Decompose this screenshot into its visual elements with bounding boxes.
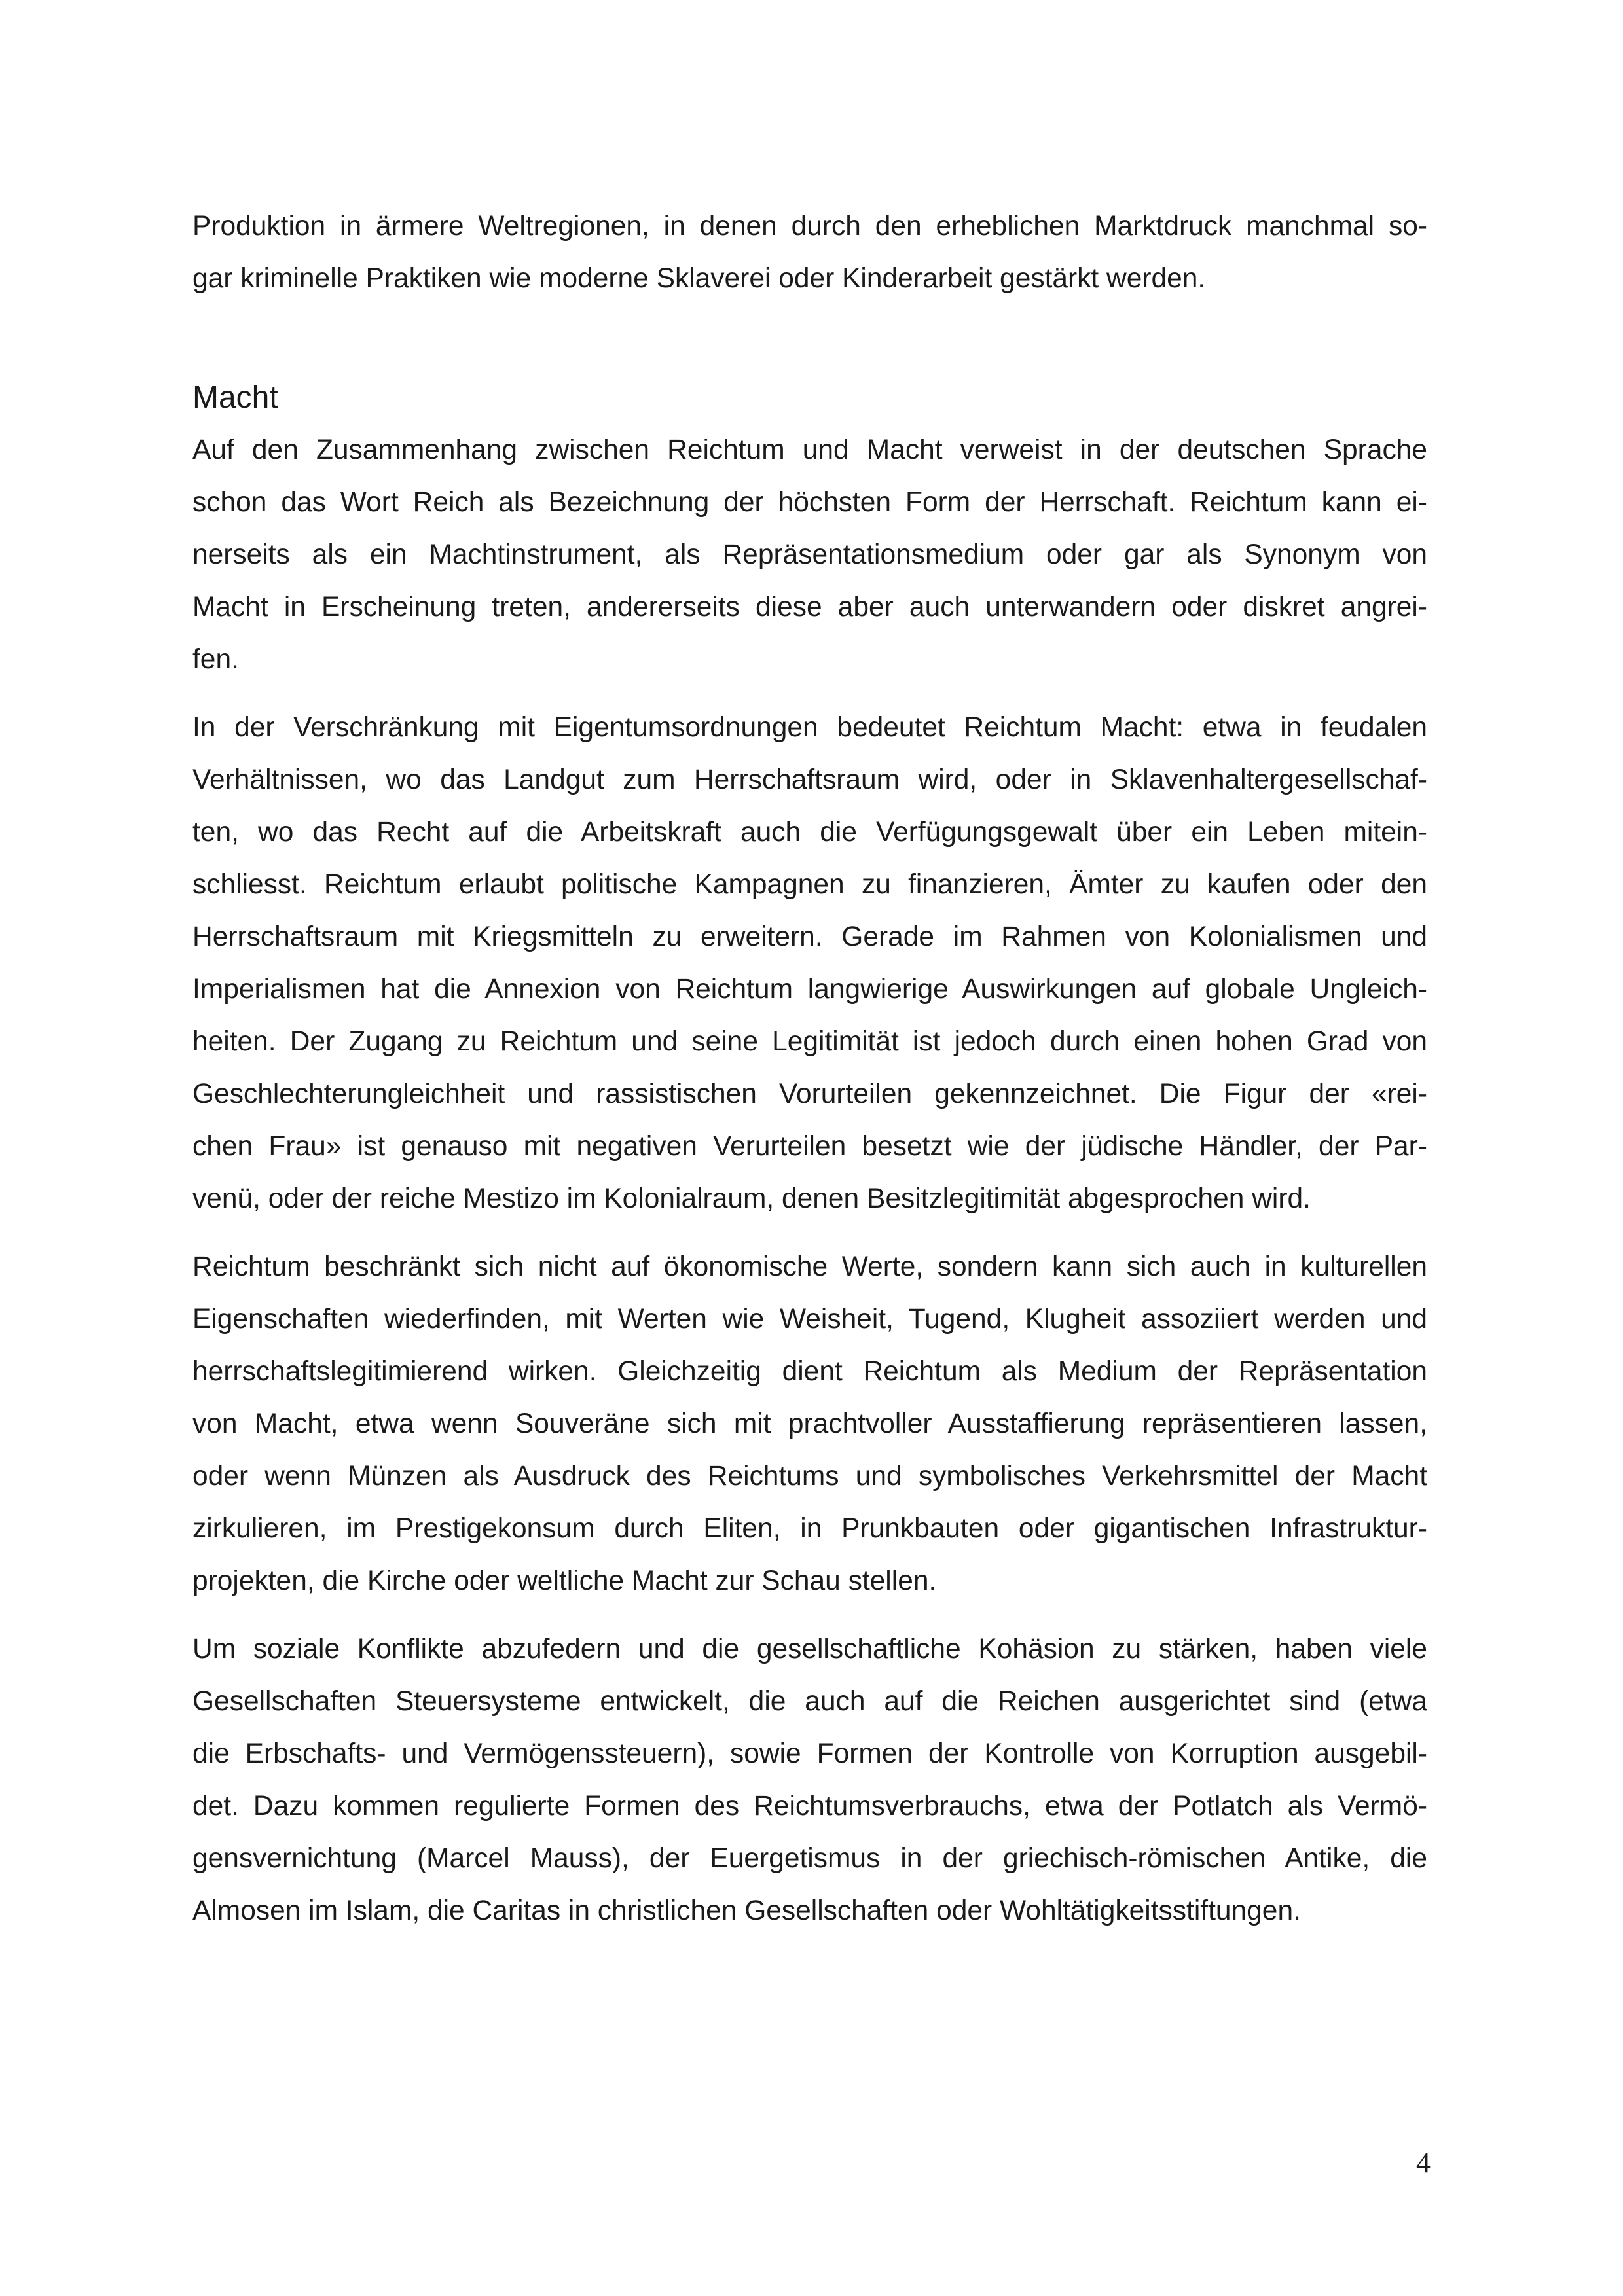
text-line: Eigenschaften wiederfinden, mit Werten wie Weisheit, Tugend, Klugheit assoziiert werden und: [192, 1304, 1427, 1335]
text-line: oder wenn Münzen als Ausdruck des Reichtums und symbolisches Verkehrsmittel der Macht: [192, 1461, 1427, 1492]
text-line: Reichtum beschränkt sich nicht auf ökonomische Werte, sondern kann sich auch in kulturellen: [192, 1251, 1427, 1282]
text-line: Verhältnissen, wo das Landgut zum Herrschaftsraum wird, oder in Sklavenhaltergesellschaf-: [192, 764, 1427, 795]
text-line: herrschaftslegitimierend wirken. Gleichzeitig dient Reichtum als Medium der Repräsentation: [192, 1356, 1427, 1387]
text-line: zirkulieren, im Prestigekonsum durch Eliten, in Prunkbauten oder gigantischen Infrastruktur-: [192, 1513, 1427, 1544]
body-paragraph-4: [192, 1623, 1427, 1937]
text-line: schliesst. Reichtum erlaubt politische Kampagnen zu finanzieren, Ämter zu kaufen oder den: [192, 869, 1427, 900]
text-line: gar kriminelle Praktiken wie moderne Sklaverei oder Kinderarbeit gestärkt werden.: [192, 263, 1206, 294]
text-line: venü, oder der reiche Mestizo im Kolonialraum, denen Besitzlegitimität abgesprochen wird.: [192, 1183, 1311, 1214]
section-heading: Macht: [192, 380, 278, 415]
body-paragraph-1: [192, 424, 1427, 686]
text-line: Imperialismen hat die Annexion von Reichtum langwierige Auswirkungen auf globale Ungleich-: [192, 974, 1427, 1005]
text-line: fen.: [192, 644, 239, 675]
body-paragraph-2: [192, 702, 1427, 1225]
text-line: Auf den Zusammenhang zwischen Reichtum und Macht verweist in der deutschen Sprache: [192, 435, 1427, 465]
page-content: [192, 200, 1427, 1937]
text-line: projekten, die Kirche oder weltliche Macht zur Schau stellen.: [192, 1566, 937, 1596]
text-line: von Macht, etwa wenn Souveräne sich mit prachtvoller Ausstaffierung repräsentieren lassen,: [192, 1408, 1427, 1439]
text-line: nerseits als ein Machtinstrument, als Repräsentationsmedium oder gar als Synonym von: [192, 539, 1427, 570]
text-line: Macht in Erscheinung treten, andererseits diese aber auch unterwandern oder diskret angrei-: [192, 592, 1427, 622]
intro-paragraph: [192, 200, 1427, 305]
text-line: gensvernichtung (Marcel Mauss), der Euergetismus in der griechisch-römischen Antike, die: [192, 1843, 1427, 1874]
text-line: Produktion in ärmere Weltregionen, in denen durch den erheblichen Marktdruck manchmal so-: [192, 211, 1427, 242]
text-line: Herrschaftsraum mit Kriegsmitteln zu erweitern. Gerade im Rahmen von Kolonialismen und: [192, 922, 1427, 952]
text-line: die Erbschafts- und Vermögenssteuern), sowie Formen der Kontrolle von Korruption ausgebil-: [192, 1738, 1427, 1769]
text-line: Almosen im Islam, die Caritas in christlichen Gesellschaften oder Wohltätigkeitsstiftungen.: [192, 1895, 1301, 1926]
text-line: ten, wo das Recht auf die Arbeitskraft auch die Verfügungsgewalt über ein Leben mitein-: [192, 817, 1427, 848]
text-line: Gesellschaften Steuersysteme entwickelt, die auch auf die Reichen ausgerichtet sind (etwa: [192, 1686, 1427, 1717]
text-line: Geschlechterungleichheit und rassistischen Vorurteilen gekennzeichnet. Die Figur der «rei-: [192, 1079, 1427, 1109]
text-line: heiten. Der Zugang zu Reichtum und seine Legitimität ist jedoch durch einen hohen Grad von: [192, 1026, 1427, 1057]
page-number: 4: [1416, 2147, 1431, 2179]
text-line: det. Dazu kommen regulierte Formen des Reichtumsverbrauchs, etwa der Potlatch als Vermö-: [192, 1791, 1427, 1821]
text-line: schon das Wort Reich als Bezeichnung der höchsten Form der Herrschaft. Reichtum kann ei-: [192, 487, 1427, 518]
text-line: chen Frau» ist genauso mit negativen Verurteilen besetzt wie der jüdische Händler, der Par-: [192, 1131, 1427, 1162]
body-paragraph-3: [192, 1241, 1427, 1607]
text-line: In der Verschränkung mit Eigentumsordnungen bedeutet Reichtum Macht: etwa in feudalen: [192, 712, 1427, 743]
text-line: Um soziale Konflikte abzufedern und die gesellschaftliche Kohäsion zu stärken, haben viele: [192, 1634, 1427, 1664]
